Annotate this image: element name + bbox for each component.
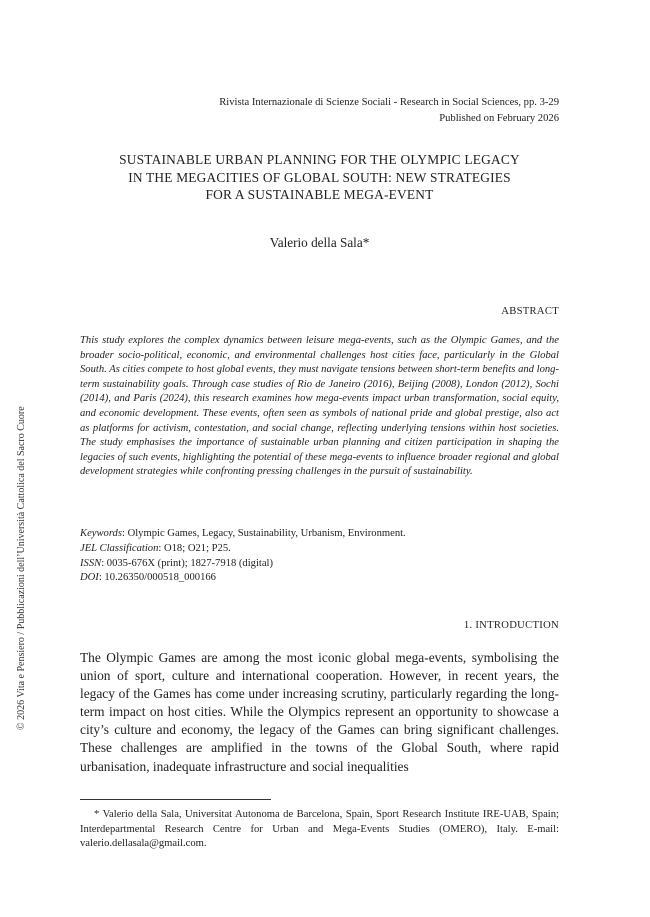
- footnote-divider: [80, 799, 271, 800]
- issn-value: : 0035-676X (print); 1827-7918 (digital): [101, 557, 274, 569]
- author-name: Valerio della Sala*: [269, 235, 370, 250]
- doi-row: [80, 571, 559, 586]
- keywords-label: Keywords: [80, 528, 122, 539]
- jel-label: JEL Classification: [80, 542, 159, 554]
- author-footnote: [80, 808, 559, 852]
- section-heading-introduction: 1. INTRODUCTION: [463, 620, 559, 631]
- article-metadata: [80, 527, 559, 586]
- jel-value: : O18; O21; P25.: [158, 542, 231, 554]
- copyright-sidebar: © 2026 Vita e Pensiero / Pubblicazioni dell’Università Cattolica del Sacro Cuore: [16, 406, 27, 730]
- issn-label: ISSN: [80, 557, 102, 569]
- title-line: FOR A SUSTAINABLE MEGA-EVENT: [205, 187, 434, 202]
- journal-line: Rivista Internazionale di Scienze Sociali - Research in Social Sciences, pp. 3-29: [219, 97, 559, 108]
- title-line: IN THE MEGACITIES OF GLOBAL SOUTH: NEW STRATEGIES: [128, 169, 511, 185]
- issn-row: [80, 557, 559, 572]
- jel-row: [80, 542, 559, 557]
- keywords-value: : Olympic Games, Legacy, Sustainability, Urbanism, Environment.: [121, 528, 406, 539]
- abstract-heading: ABSTRACT: [501, 306, 559, 317]
- journal-header: [80, 95, 559, 127]
- doi-label: DOI: [80, 572, 99, 584]
- doi-value: : 10.26350/000518_000166: [98, 572, 216, 584]
- keywords-row: [80, 527, 559, 542]
- footnote-marker: *: [94, 809, 100, 820]
- abstract-text: This study explores the complex dynamics between leisure mega-events, such as the Olympic Games, and the broader socio-political, economic, and environmental challenges host cities face, particularly in the Global South. As cities compete to host global events, they must navigate tensions between short-term benefits and long-term sustainability goals. Through case studies of Rio de Janeiro (2016), Beijing (2008), London (2012), Sochi (2014), and Paris (2024), this research examines how mega-events impact urban transformation, social equity, and economic development. These events, often seen as symbols of national pride and global prestige, also act as platforms for activism, contestation, and social change, reflecting underlying tensions within host societies. The study emphasises the importance of sustainable urban planning and citizen participation in shaping the legacies of such events, highlighting the potential of these mega-events to influence broader regional and global development strategies while confronting pressing challenges in the pursuit of sustainability.: [80, 335, 559, 478]
- paper-title: [80, 151, 559, 204]
- title-line: SUSTAINABLE URBAN PLANNING FOR THE OLYMPIC LEGACY: [119, 152, 520, 167]
- published-line: Published on February 2026: [439, 113, 559, 124]
- introduction-paragraph: The Olympic Games are among the most iconic global mega-events, symbolising the union of sport, culture and international cooperation. However, in recent years, the legacy of the Games has come under increasing scrutiny, particularly regarding the long-term impact on host cities. While the Olympics represent an opportunity to showcase a city’s culture and economy, the legacy of the Games can bring significant challenges. These challenges are amplified in the towns of the Global South, where rapid urbanisation, inadequate infrastructure and social inequalities: [80, 650, 559, 774]
- footnote-text: Valerio della Sala, Universitat Autonoma de Barcelona, Spain, Sport Research Institute IRE-UAB, Spain; Interdepartmental Research Centre for Urban and Mega-Events Studies (OMERO), Italy. E-mail: valerio.dellasala@gmail.com.: [80, 809, 559, 850]
